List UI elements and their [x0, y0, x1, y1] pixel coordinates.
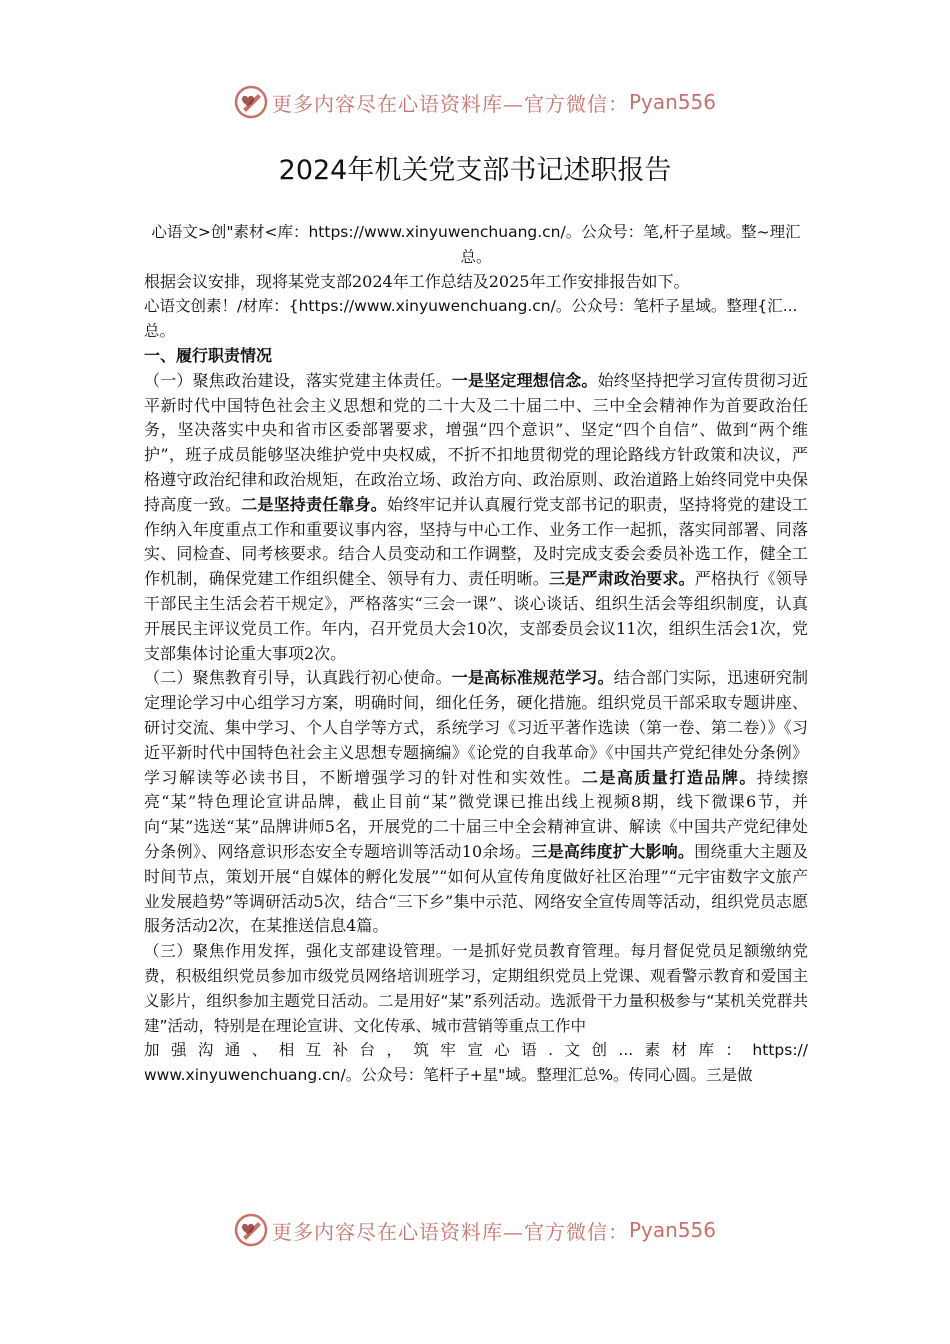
paragraph-lead: （二）聚焦教育引导，认真践行初心使命。: [144, 668, 452, 688]
point-heading: 二是坚持责任靠身。: [241, 494, 387, 514]
pen-heart-logo: [234, 85, 268, 119]
intro-paragraph: 根据会议安排，现将某党支部2024年工作总结及2025年工作安排报告如下。: [144, 271, 690, 291]
watermark-line: 心语文>创"素材<库：https://www.xinyuwenchuang.cn/。公众号：笔,杆子星域。整~理汇总。: [151, 223, 801, 266]
paragraph-education: [144, 666, 808, 939]
banner-text: 更多内容尽在心语资料库—官方微信：: [271, 1219, 629, 1244]
point-text: 始终坚持把学习宣传贯彻习近平新时代中国特色社会主义思想和党的二十大及二十届二中、三中全会精神作为首要政治任务，坚决落实中央和省市区委部署要求，增强“四个意识”、坚定“四个自信”、做到“两个维护”，班子成员能够坚决维护党中央权威，不折不扣地贯彻党的理论路线方针政策和决议，严格遵守政治纪律和政治规矩，在政治立场、政治方向、政治原则、政治道路上始终同党中央保持高度一致。: [144, 370, 808, 514]
banner-text: 更多内容尽在心语资料库—官方微信：: [271, 91, 629, 116]
page-title: 2024年机关党支部书记述职报告: [278, 155, 672, 186]
header-banner: [0, 80, 950, 124]
paragraph-watermark-line: www.xinyuwenchuang.cn/。公众号：笔杆子+星"域。整理汇总%。传同心圆。三是做: [144, 1066, 753, 1085]
point-text: 严格执行《领导干部民主生活会若干规定》，严格落实“三会一课”、谈心谈话、组织生活会等组织制度，认真开展民主评议党员工作。年内，召开党员大会10次，支部委员会议11次，组织生活会1次，党支部集体讨论重大事项2次。: [144, 569, 808, 663]
watermark-line: 心语文创素！/材库：{https://www.xinyuwenchuang.cn/。公众号：笔杆子星域。整理{汇...总。: [144, 297, 798, 341]
paragraph-political-building: [144, 369, 808, 667]
point-heading: 二是高质量打造品牌。: [581, 767, 757, 787]
paragraph-watermark-line: 加强沟通、相互补台，筑牢宣心语.文创...素材库：https://: [144, 1041, 808, 1060]
point-text: 始终牢记并认真履行党支部书记的职责，坚持将党的建设工作纳入年度重点工作和重要议事内容，坚持与中心工作、业务工作一起抓，落实同部署、同落实、同检查、同考核要求。结合人员变动和工作调整，及时完成支委会委员补选工作，健全工作机制，确保党建工作组织健全、领导有力、责任明晰。: [144, 494, 808, 589]
footer-banner: [0, 1208, 950, 1252]
banner-handle: Pyan556: [628, 1218, 716, 1242]
point-text: 围绕重大主题及时间节点，策划开展“自媒体的孵化发展”“如何从宣传角度做好社区治理”“元宇宙数字文旅产业发展趋势”等调研活动5次，结合“三下乡”集中示范、网络安全宣传周等活动，组织党员志愿服务活动2次，在某推送信息4篇。: [144, 841, 808, 936]
point-text: 结合部门实际，迅速研究制定理论学习中心组学习方案，明确时间，细化任务，硬化措施。组织党员干部采取专题讲座、研讨交流、集中学习、个人自学等方式，系统学习《习近平著作选读（第一卷、第二卷）》《习近平新时代中国特色社会主义思想专题摘编》《论党的自我革命》《中国共产党纪律处分条例》学习解读等必读书目，不断增强学习的针对性和实效性。: [144, 668, 808, 787]
section-heading: 一、履行职责情况: [144, 345, 273, 365]
point-heading: 三是严肃政治要求。: [548, 569, 695, 589]
document-body: [144, 220, 808, 1088]
pen-heart-logo: [234, 1213, 268, 1247]
paragraph-branch-management: （三）聚焦作用发挥，强化支部建设管理。一是抓好党员教育管理。每月督促党员足额缴纳党费，积极组织党员参加市级党员网络培训班学习，定期组织党员上党课、观看警示教育和爱国主义影片，组织参加主题党日活动。二是用好“某”系列活动。选派骨干力量积极参与“某机关党群共建”活动，特别是在理论宣讲、文化传承、城市营销等重点工作中: [144, 942, 808, 1035]
point-heading: 一是坚定理想信念。: [451, 370, 598, 390]
banner-handle: Pyan556: [628, 90, 716, 114]
paragraph-lead: （一）聚焦政治建设，落实党建主体责任。: [144, 370, 452, 390]
point-text: 持续擦亮“某”特色理论宣讲品牌，截止目前“某”微党课已推出线上视频8期，线下微课6节，并向“某”选送“某”品牌讲师5名，开展党的二十届三中全会精神宣讲、解读《中国共产党纪律处分条例》、网络意识形态安全专题培训等活动10余场。: [144, 767, 808, 861]
point-heading: 三是高纬度扩大影响。: [531, 841, 695, 861]
point-heading: 一是高标准规范学习。: [451, 668, 614, 688]
